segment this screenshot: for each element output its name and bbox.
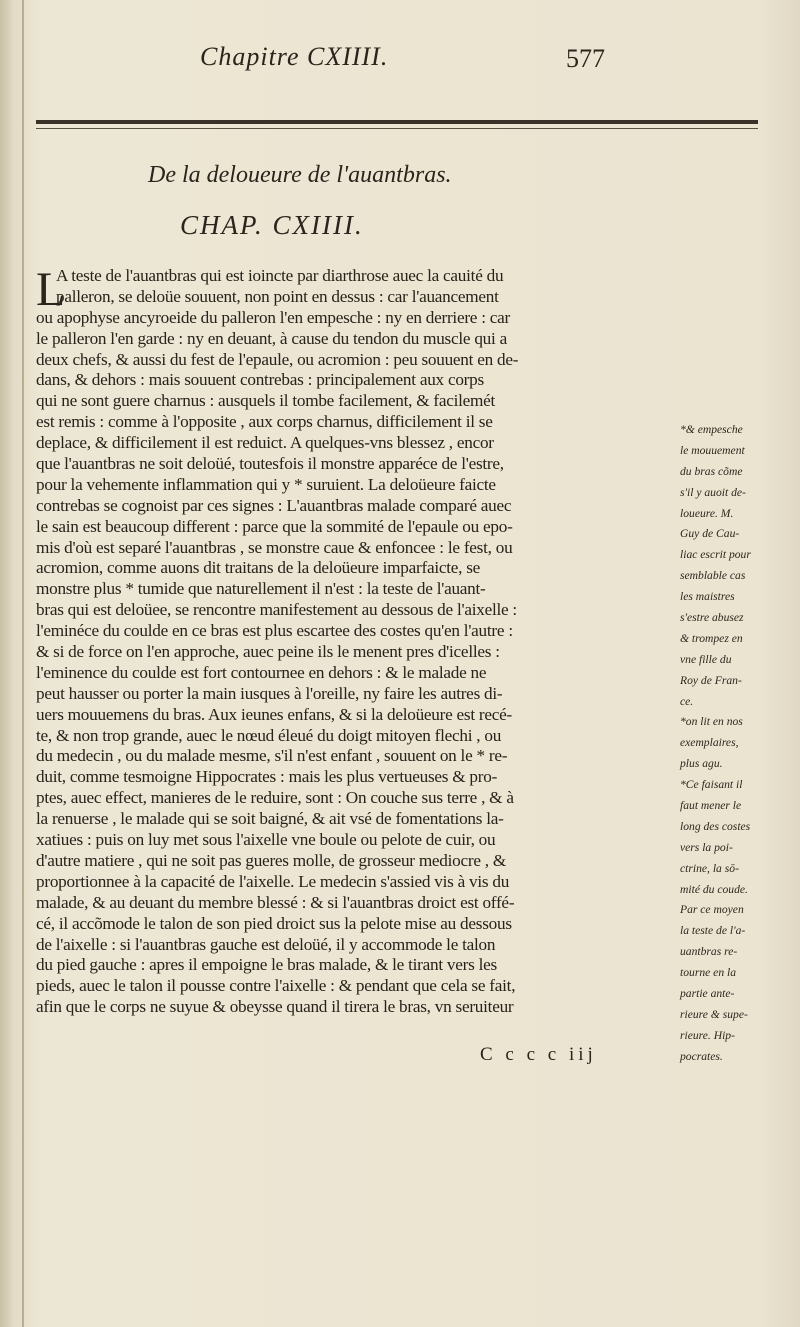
margin-note-line: le mouuement — [680, 443, 745, 457]
body-line: xatiues : puis on luy met sous l'aixelle vne boule ou pelote de cuir, ou — [36, 830, 496, 850]
body-line: deux chefs, & aussi du fest de l'epaule, ou acromion : peu souuent en de- — [36, 349, 519, 369]
margin-note-line: liac escrit pour — [680, 548, 751, 562]
body-text — [36, 263, 626, 1018]
margin-note-line: la teste de l'a- — [680, 924, 746, 938]
body-line: dans, & dehors : mais souuent contrebas : principalement aux corps — [36, 370, 484, 390]
margin-note-line: vers la poi- — [680, 840, 733, 854]
body-line: la renuerse , le malade qui se soit baigné, & ait vsé de fomentations la- — [36, 809, 504, 829]
body-line: bras qui est deloüee, se rencontre manifestement au dessous de l'aixelle : — [36, 600, 517, 620]
margin-note-line: Roy de Fran- — [680, 673, 742, 687]
body-line: l'eminence du coulde est fort contournee en dehors : & le malade ne — [36, 662, 487, 682]
margin-note-line: semblable cas — [680, 569, 746, 583]
drop-cap: L — [36, 263, 66, 316]
margin-note-line: les maistres — [680, 590, 735, 604]
chapter-heading: CHAP. CXIIII. — [180, 210, 364, 240]
body-line: d'autre matiere , qui ne soit pas gueres molle, de grosseur mediocre , & — [36, 850, 507, 870]
body-line: acromion, comme auons dit traitans de la deloüeure imparfaicte, se — [36, 558, 481, 578]
body-line: contrebas se cognoist par ces signes : L'auantbras malade comparé auec — [36, 495, 512, 515]
body-line: malade, & au deuant du membre blessé : & si l'auantbras droict est offé- — [36, 892, 515, 912]
body-line: mis d'où est separé l'auantbras , se monstre caue & enfoncee : le fest, ou — [36, 537, 513, 557]
margin-note-line: ce. — [680, 694, 694, 708]
margin-note-line: faut mener le — [680, 799, 742, 813]
margin-note-line: vne fille du — [680, 652, 732, 666]
body-line: duit, comme tesmoigne Hippocrates : mais les plus vertueuses & pro- — [36, 767, 498, 787]
signature-mark: C c c c iij — [480, 1044, 597, 1065]
margin-note-line: Guy de Cau- — [680, 527, 740, 541]
body-line: du medecin , ou du malade mesme, s'il n'est enfant , souuent on le * re- — [36, 746, 508, 766]
body-line: afin que le corps ne suyue & obeysse quand il tirera le bras, vn seruiteur — [36, 997, 514, 1017]
body-line: le palleron l'en garde : ny en deuant, à cause du tendon du muscle qui a — [36, 328, 507, 348]
margin-note-line: *Ce faisant il — [680, 778, 743, 792]
margin-note-line: du bras cõme — [680, 464, 743, 478]
body-line: pieds, auec le talon il pousse contre l'aixelle : & pendant que cela se fait, — [36, 976, 516, 996]
running-title: Chapitre CXIIII. — [200, 42, 389, 71]
body-line: ptes, auec effect, manieres de le reduire, sont : On couche sus terre , & à — [36, 788, 514, 808]
body-line: uers mouuemens du bras. Aux ieunes enfans, & si la deloüeure est recé- — [36, 704, 513, 724]
margin-note-line: long des costes — [680, 819, 751, 833]
margin-note-line: exemplaires, — [680, 736, 739, 750]
body-line: monstre plus * tumide que naturellement il n'est : la teste de l'auant- — [36, 579, 486, 599]
header-rule-thin — [36, 128, 758, 129]
margin-note-line: mité du coude. — [680, 882, 748, 896]
margin-note-line: pocrates. — [680, 1049, 723, 1063]
body-line: & si de force on l'en approche, auec peine ils le menent pres d'icelles : — [36, 642, 500, 662]
body-line: le sain est beaucoup different : parce que la sommité de l'epaule ou epo- — [36, 516, 513, 536]
page-header — [0, 42, 800, 82]
page-number: 577 — [566, 44, 605, 73]
body-line: qui ne sont guere charnus : ausquels il tombe facilement, & facilemét — [36, 391, 496, 411]
binding-gutter — [22, 0, 24, 1327]
margin-note-line: & trompez en — [680, 631, 743, 645]
body-line: ou apophyse ancyroeide du palleron l'en empesche : ny en derriere : car — [36, 307, 511, 327]
margin-note-line: ctrine, la sō- — [680, 861, 739, 875]
body-line: deplace, & difficilement il est reduict. A quelques-vns blessez , encor — [36, 433, 494, 453]
margin-note-line: s'il y auoit de- — [680, 485, 746, 499]
header-rule-thick — [36, 120, 758, 124]
margin-note-line: Par ce moyen — [680, 903, 744, 917]
body-line: l'eminéce du coulde en ce bras est plus escartee des costes qu'en l'autre : — [36, 621, 513, 641]
margin-notes — [680, 420, 800, 1068]
body-line: du pied gauche : apres il empoigne le bras malade, & le tirant vers les — [36, 955, 497, 975]
body-line: A teste de l'auantbras qui est ioincte par diarthrose auec la cauité du — [56, 266, 504, 285]
margin-note-line: rieure. Hip- — [680, 1028, 735, 1042]
margin-note-line: *& empesche — [680, 423, 743, 436]
body-line: que l'auantbras ne soit deloüé, toutesfois il monstre apparéce de l'estre, — [36, 454, 504, 474]
margin-note-line: uantbras re- — [680, 945, 738, 959]
body-line: cé, il accõmode le talon de son pied droict sus la pelote mise au dessous — [36, 913, 512, 933]
margin-note-line: loueure. M. — [680, 506, 734, 520]
margin-note-line: s'estre abusez — [680, 611, 744, 625]
margin-note-line: tourne en la — [680, 966, 737, 980]
body-line: est remis : comme à l'opposite , aux corps charnus, difficilement il se — [36, 412, 493, 432]
margin-note-line: rieure & supe- — [680, 1007, 748, 1021]
body-line: de l'aixelle : si l'auantbras gauche est deloüé, il y accommode le talon — [36, 934, 496, 954]
body-line: proportionnee à la capacité de l'aixelle. Le medecin s'assied vis à vis du — [36, 871, 510, 891]
body-line: te, & non trop grande, auec le nœud éleué du doigt mitoyen flechi , ou — [36, 725, 502, 745]
section-title: De la deloueure de l'auantbras. — [148, 162, 452, 188]
body-line: peut hausser ou porter la main iusques à l'oreille, ny faire les autres di- — [36, 683, 503, 703]
body-line: palleron, se deloüe souuent, non point en dessus : car l'auancement — [56, 286, 499, 306]
margin-note-line: *on lit en nos — [680, 715, 743, 729]
margin-note-line: partie ante- — [680, 987, 735, 1001]
body-line: pour la vehemente inflammation qui y * suruient. La deloüeure faicte — [36, 474, 496, 494]
margin-note-line: plus agu. — [680, 757, 723, 771]
